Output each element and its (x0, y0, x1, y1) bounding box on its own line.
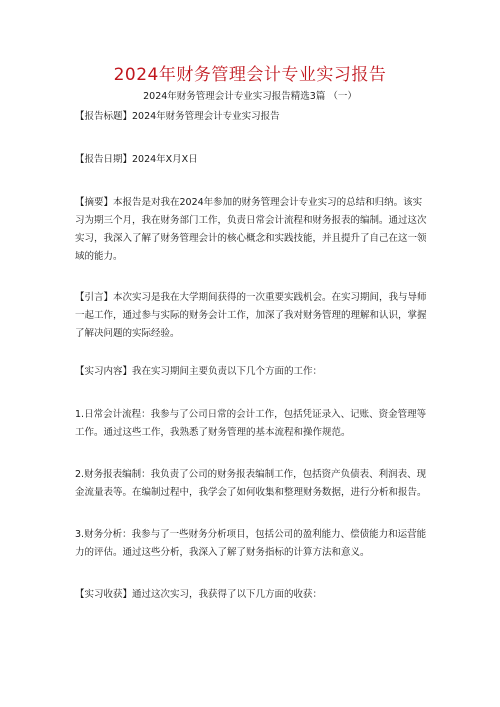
report-title-line: 【报告标题】2024年财务管理会计专业实习报告 (75, 111, 280, 122)
content-item-1: 1.日常会计流程：我参与了公司日常的会计工作，包括凭证录入、记账、资金管理等工作。通过这些工作，我熟悉了财务管理的基本流程和操作规范。 (75, 409, 427, 438)
abstract-paragraph: 【摘要】本报告是对我在2024年参加的财务管理会计专业实习的总结和归纳。该实习为期三个月，我在财务部门工作，负责日常会计流程和财务报表的编制。通过这次实习，我深入了解了财务管理会计的核心概念和实践技能，并且提升了自己在这一领域的能力。 (75, 197, 427, 262)
introduction-paragraph: 【引言】本次实习是我在大学期间获得的一次重要实践机会。在实习期间，我与导师一起工作，通过参与实际的财务会计工作，加深了我对财务管理的理解和认识，掌握了解决问题的实际经验。 (75, 292, 427, 339)
document-subtitle: 2024年财务管理会计专业实习报告精选3篇 （一） (143, 91, 357, 102)
gains-heading: 【实习收获】通过这次实习，我获得了以下几方面的收获： (75, 589, 323, 600)
content-item-3: 3.财务分析：我参与了一些财务分析项目，包括公司的盈利能力、偿债能力和运营能力的评估。通过这些分析，我深入了解了财务指标的计算方法和意义。 (75, 529, 427, 558)
report-date-line: 【报告日期】2024年X月X日 (75, 154, 198, 165)
content-item-2: 2.财务报表编制：我负责了公司的财务报表编制工作，包括资产负债表、利润表、现金流量表等。在编制过程中，我学会了如何收集和整理财务数据，进行分析和报告。 (75, 469, 427, 498)
internship-content-heading: 【实习内容】我在实习期间主要负责以下几个方面的工作： (75, 366, 323, 377)
document-title: 2024年财务管理会计专业实习报告 (113, 65, 387, 85)
